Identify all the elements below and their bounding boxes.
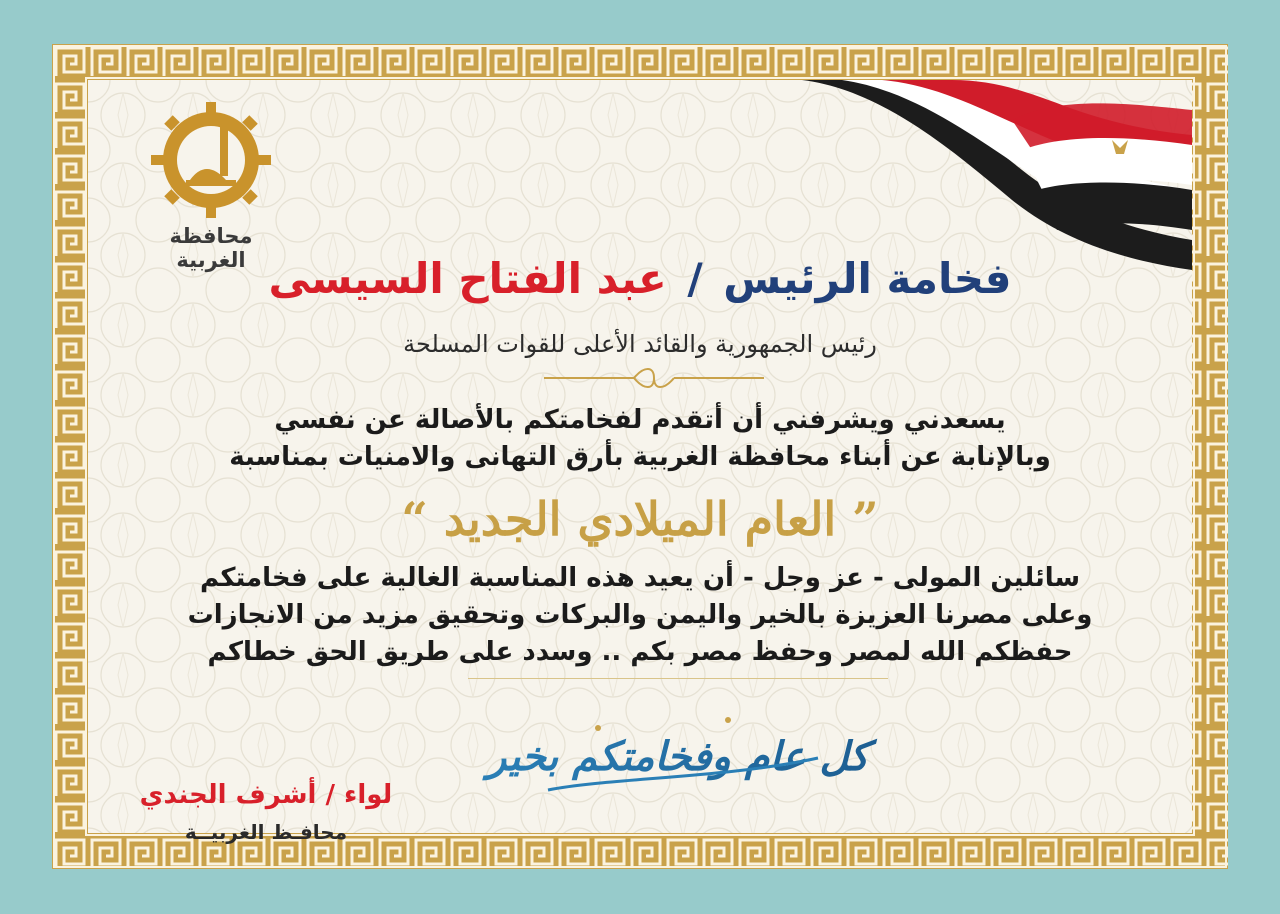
signer-title: محافـظ الغربيــة [184, 820, 348, 844]
signature-block [136, 780, 396, 844]
greeting-calligraphy [487, 698, 869, 812]
intro-line: يسعدني ويشرفني أن أتقدم لفخامتكم بالأصالة عن نفسي [274, 405, 1006, 435]
logo-caption: محافظة الغربية [169, 224, 253, 272]
headline-separator: / [687, 254, 703, 303]
thin-divider [468, 678, 888, 679]
occasion-title: ” العام الميلادي الجديد “ [401, 492, 879, 546]
wish-line: سائلين المولى - عز وجل - أن يعيد هذه المناسبة الغالية على فخامتكم [199, 563, 1081, 593]
greeting-text: كل عام وفخامتكم بخير [487, 733, 869, 780]
intro-line: وبالإنابة عن أبناء محافظة الغربية بأرق التهانى والامنيات بمناسبة [229, 442, 1051, 472]
gear-minaret-emblem-icon [146, 100, 276, 220]
wish-line: وعلى مصرنا العزيزة بالخير واليمن والبركات وتحقيق مزيد من الانجازات [187, 600, 1093, 630]
egypt-flag-ribbon [802, 80, 1192, 280]
recipient-headline [88, 254, 1192, 303]
wish-line: حفظكم الله لمصر وحفظ مصر بكم .. وسدد على طريق الحق خطاكم [207, 637, 1073, 667]
intro-paragraph [88, 402, 1192, 476]
recipient-name: عبد الفتاح السيسى [268, 254, 667, 303]
certificate-frame [52, 44, 1228, 869]
recipient-subtitle: رئيس الجمهورية والقائد الأعلى للقوات المسلحة [403, 330, 877, 358]
wish-paragraph [88, 560, 1192, 671]
governorate-logo [136, 100, 286, 272]
signer-name: لواء / أشرف الجندي [139, 780, 393, 810]
certificate-paper [88, 80, 1192, 844]
ornament-divider [539, 364, 769, 394]
recipient-title: فخامة الرئيس [723, 254, 1012, 303]
greeting-calligraphy-art [487, 698, 869, 808]
